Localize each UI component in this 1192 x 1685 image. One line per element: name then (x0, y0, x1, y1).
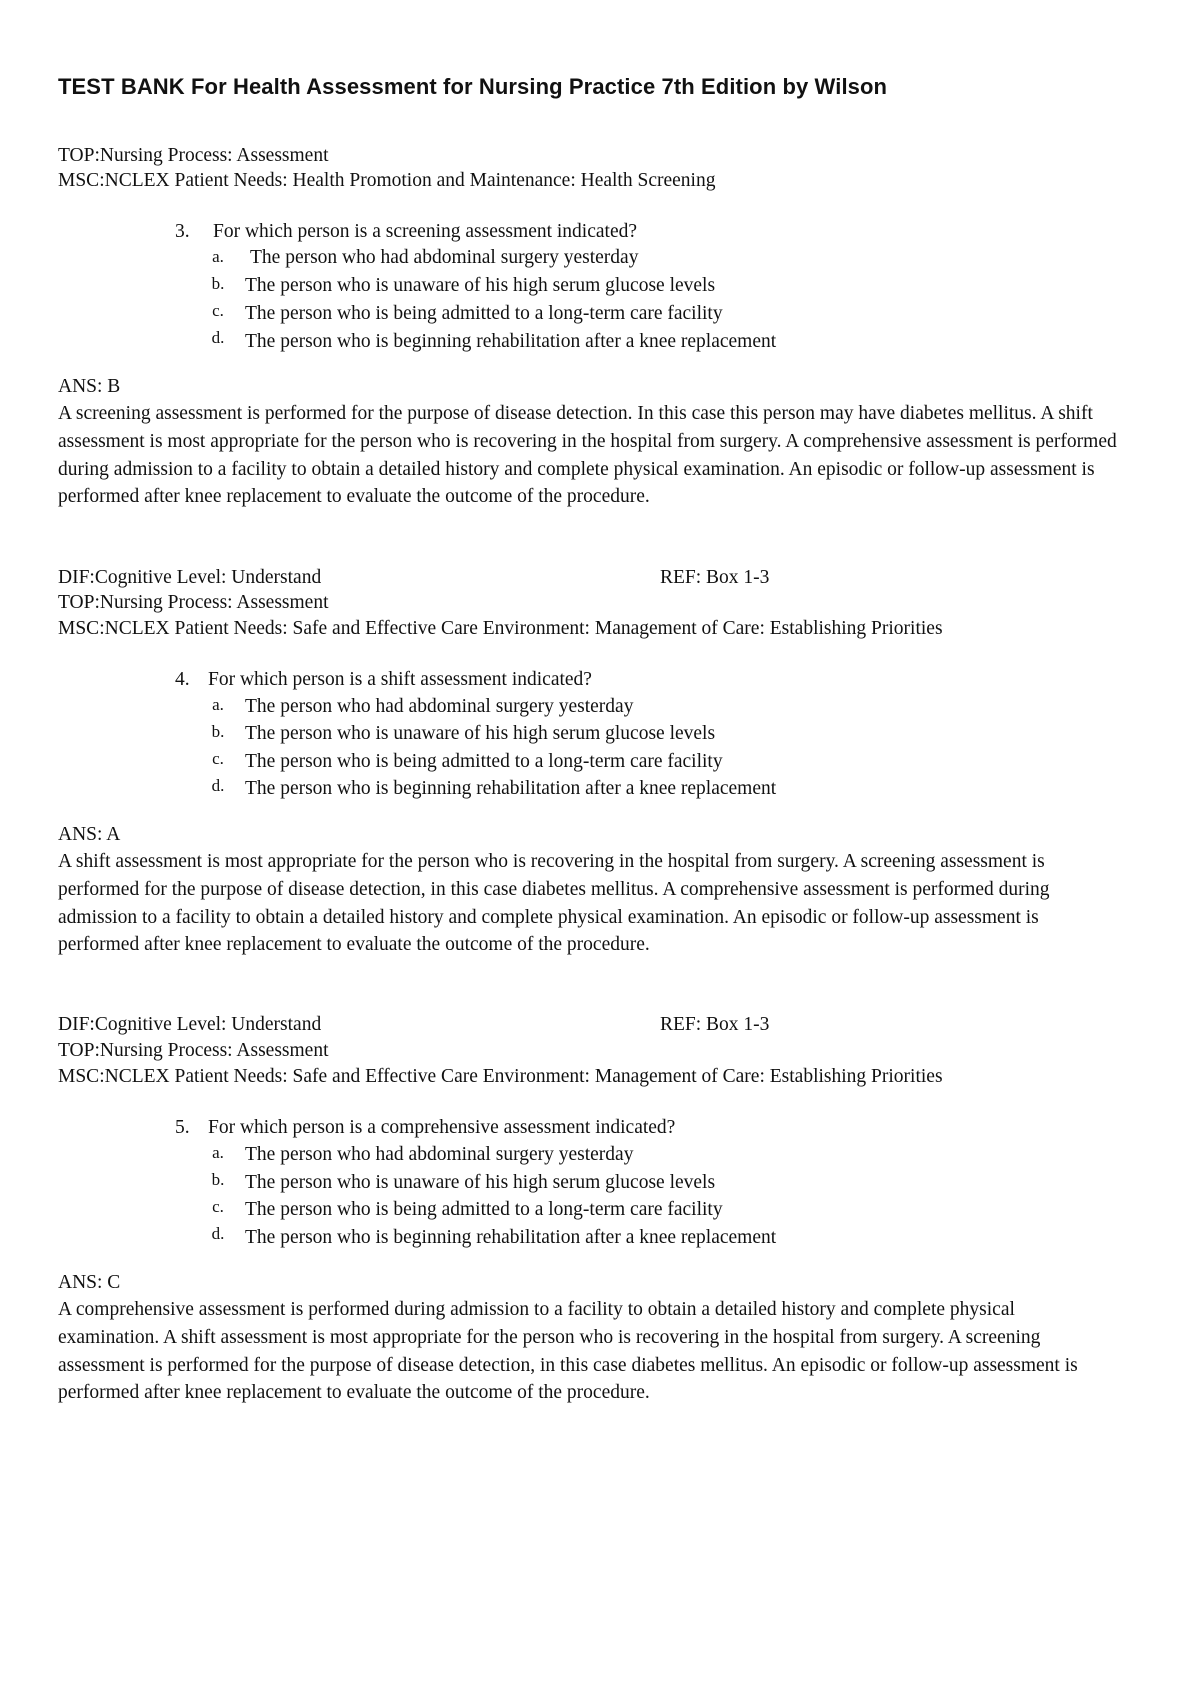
answer-key: ANS: C (58, 1272, 121, 1293)
option-text: The person who is unaware of his high serum glucose levels (245, 1172, 716, 1193)
option-text: The person who is being admitted to a long-term care facility (245, 1199, 723, 1220)
option-letter: d. (211, 776, 225, 795)
rationale: A comprehensive assessment is performed during admission to a facility to obtain a detailed history and complete physical examination. A shift assessment is most appropriate for the person who is recovering in the hospital from surgery. A screening assessment is performed for the purpose of disease detection, in this case diabetes mellitus. An episodic or follow-up assessment is performed after knee replacement to evaluate the outcome of the procedure. (58, 1299, 1078, 1404)
difficulty (58, 1012, 770, 1038)
option-text: The person who had abdominal surgery yesterday (245, 1144, 634, 1165)
option-text: The person who had abdominal surgery yesterday (250, 247, 639, 268)
msc: MSC:NCLEX Patient Needs: Safe and Effective Care Environment: Management of Care: Establishing Priorities (58, 1066, 943, 1087)
question-stem: For which person is a shift assessment indicated? (208, 669, 592, 690)
option-letter: a. (212, 1143, 224, 1162)
option-letter: d. (211, 1224, 225, 1243)
question-number: 4. (175, 669, 190, 690)
option-text: The person who is unaware of his high serum glucose levels (245, 275, 716, 296)
option-letter: c. (212, 301, 224, 320)
rationale: A screening assessment is performed for the purpose of disease detection. In this case this person may have diabetes mellitus. A shift assessment is most appropriate for the person who is recovering in the hospital from surgery. A comprehensive assessment is performed during admission to a facility to obtain a detailed history and complete physical examination. An episodic or follow-up assessment is performed after knee replacement to evaluate the outcome of the procedure. (58, 403, 1117, 508)
option-text: The person who is beginning rehabilitation after a knee replacement (245, 778, 777, 799)
document-title: TEST BANK For Health Assessment for Nursing Practice 7th Edition by Wilson (58, 74, 888, 99)
option-letter: a. (212, 247, 224, 266)
reference: REF: Box 1-3 (660, 1014, 770, 1035)
option-letter: b. (211, 274, 225, 293)
question-stem: For which person is a comprehensive assessment indicated? (208, 1117, 676, 1138)
rationale: A shift assessment is most appropriate for the person who is recovering in the hospital from surgery. A screening assessment is performed for the purpose of disease detection, in this case diabetes mellitus. A comprehensive assessment is performed during admission to a facility to obtain a detailed history and complete physical examination. An episodic or follow-up assessment is performed after knee replacement to evaluate the outcome of the procedure. (58, 851, 1050, 956)
question-stem: For which person is a screening assessment indicated? (213, 221, 638, 242)
answer-key: ANS: B (58, 376, 121, 397)
option-letter: c. (212, 749, 224, 768)
option-text: The person who had abdominal surgery yesterday (245, 696, 634, 717)
option-text: The person who is beginning rehabilitation after a knee replacement (245, 331, 777, 352)
intro-topic: TOP:Nursing Process: Assessment (58, 145, 329, 166)
reference: REF: Box 1-3 (660, 567, 770, 588)
question-number: 5. (175, 1117, 190, 1138)
question-number: 3. (175, 221, 190, 242)
answer-key: ANS: A (58, 824, 121, 845)
option-letter: b. (211, 722, 225, 741)
difficulty-text: DIF:Cognitive Level: Understand (58, 567, 322, 588)
difficulty-text: DIF:Cognitive Level: Understand (58, 1014, 322, 1035)
option-text: The person who is unaware of his high serum glucose levels (245, 723, 716, 744)
intro-msc: MSC:NCLEX Patient Needs: Health Promotion and Maintenance: Health Screening (58, 170, 716, 191)
option-letter: d. (211, 328, 225, 347)
topic: TOP:Nursing Process: Assessment (58, 1040, 329, 1061)
option-text: The person who is beginning rehabilitation after a knee replacement (245, 1227, 777, 1248)
difficulty (58, 565, 770, 591)
option-letter: c. (212, 1197, 224, 1216)
option-text: The person who is being admitted to a long-term care facility (245, 303, 723, 324)
msc: MSC:NCLEX Patient Needs: Safe and Effective Care Environment: Management of Care: Establishing Priorities (58, 618, 943, 639)
topic: TOP:Nursing Process: Assessment (58, 592, 329, 613)
option-letter: a. (212, 695, 224, 714)
option-text: The person who is being admitted to a long-term care facility (245, 751, 723, 772)
option-letter: b. (211, 1170, 225, 1189)
